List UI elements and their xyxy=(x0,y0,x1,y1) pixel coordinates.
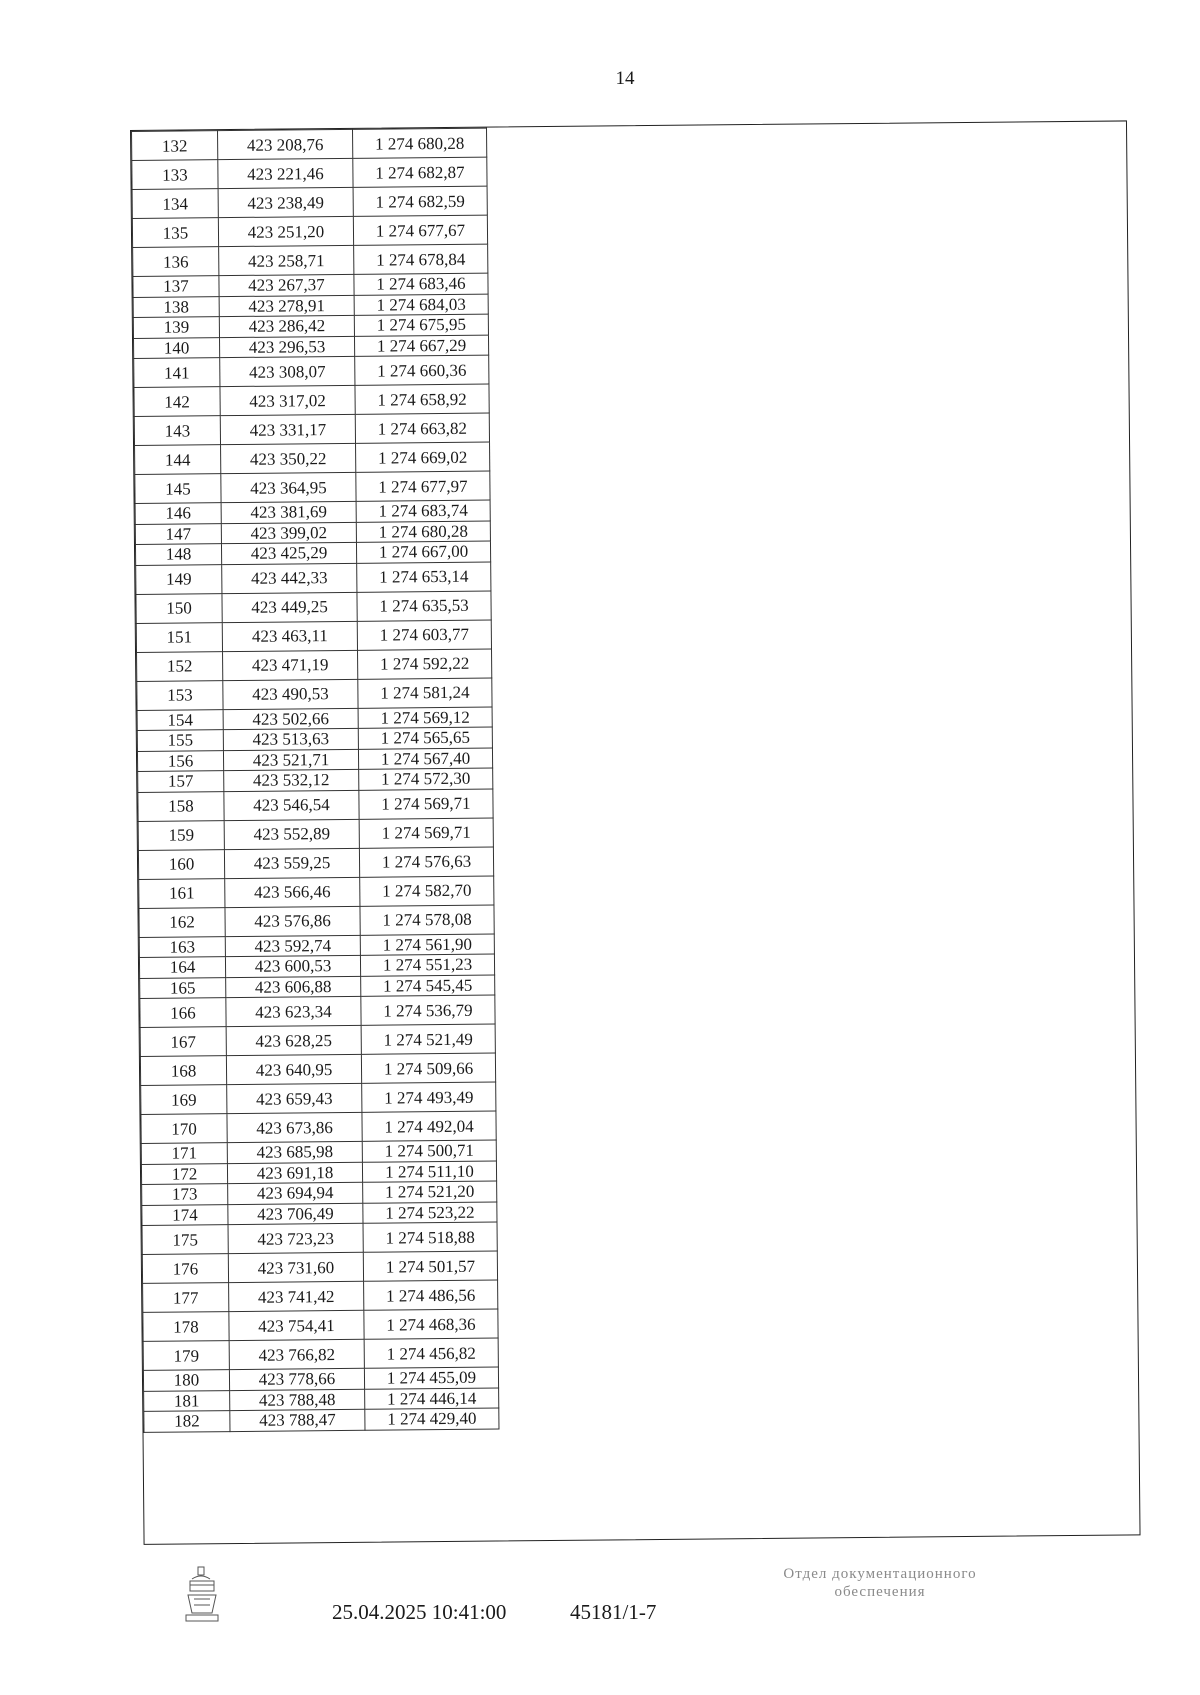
table-row xyxy=(136,620,491,652)
y-coordinate-cell: 1 274 561,90 xyxy=(360,934,494,956)
y-coordinate-cell: 1 274 683,46 xyxy=(354,273,488,295)
y-coordinate-cell: 1 274 509,66 xyxy=(361,1053,495,1083)
x-coordinate-cell: 423 623,34 xyxy=(226,996,361,1026)
point-number-cell: 149 xyxy=(136,564,222,594)
point-number-cell: 140 xyxy=(133,337,219,358)
coordinates-table xyxy=(131,128,499,1433)
y-coordinate-cell: 1 274 581,24 xyxy=(358,678,492,708)
y-coordinate-cell: 1 274 500,71 xyxy=(362,1140,496,1162)
y-coordinate-cell: 1 274 684,03 xyxy=(354,294,488,316)
point-number-cell: 143 xyxy=(134,416,220,446)
y-coordinate-cell: 1 274 545,45 xyxy=(361,975,495,997)
y-coordinate-cell: 1 274 660,36 xyxy=(355,355,489,385)
emblem-icon xyxy=(182,1565,222,1625)
table-row xyxy=(139,876,494,908)
y-coordinate-cell: 1 274 518,88 xyxy=(363,1222,497,1252)
point-number-cell: 166 xyxy=(140,998,226,1028)
table-row xyxy=(132,215,487,247)
x-coordinate-cell: 423 694,94 xyxy=(228,1182,363,1204)
x-coordinate-cell: 423 471,19 xyxy=(223,650,358,680)
table-row xyxy=(143,1338,498,1370)
x-coordinate-cell: 423 673,86 xyxy=(227,1112,362,1142)
x-coordinate-cell: 423 723,23 xyxy=(228,1223,363,1253)
x-coordinate-cell: 423 706,49 xyxy=(228,1203,363,1225)
point-number-cell: 173 xyxy=(142,1184,228,1205)
x-coordinate-cell: 423 513,63 xyxy=(223,728,358,750)
y-coordinate-cell: 1 274 521,49 xyxy=(361,1024,495,1054)
x-coordinate-cell: 423 267,37 xyxy=(219,274,354,296)
table-row xyxy=(140,995,495,1027)
y-coordinate-cell: 1 274 576,63 xyxy=(359,847,493,877)
x-coordinate-cell: 423 364,95 xyxy=(221,472,356,502)
x-coordinate-cell: 423 640,95 xyxy=(226,1054,361,1084)
point-number-cell: 153 xyxy=(137,680,223,710)
x-coordinate-cell: 423 559,25 xyxy=(224,848,359,878)
x-coordinate-cell: 423 350,22 xyxy=(221,443,356,473)
point-number-cell: 137 xyxy=(133,276,219,297)
table-row xyxy=(140,1024,495,1056)
y-coordinate-cell: 1 274 523,22 xyxy=(363,1202,497,1224)
table-row xyxy=(132,186,487,218)
x-coordinate-cell: 423 331,17 xyxy=(220,414,355,444)
x-coordinate-cell: 423 308,07 xyxy=(220,356,355,386)
x-coordinate-cell: 423 741,42 xyxy=(229,1281,364,1311)
x-coordinate-cell: 423 208,76 xyxy=(218,129,353,159)
point-number-cell: 169 xyxy=(141,1085,227,1115)
y-coordinate-cell: 1 274 536,79 xyxy=(361,995,495,1025)
y-coordinate-cell: 1 274 683,74 xyxy=(356,500,490,522)
table-row xyxy=(138,789,493,821)
point-number-cell: 156 xyxy=(137,750,223,771)
table-row xyxy=(135,471,490,503)
point-number-cell: 154 xyxy=(137,709,223,730)
table-row xyxy=(137,649,492,681)
table-row xyxy=(141,1111,496,1143)
y-coordinate-cell: 1 274 675,95 xyxy=(354,314,488,336)
x-coordinate-cell: 423 566,46 xyxy=(225,877,360,907)
x-coordinate-cell: 423 766,82 xyxy=(229,1339,364,1369)
y-coordinate-cell: 1 274 677,97 xyxy=(356,471,490,501)
table-row xyxy=(137,678,492,710)
x-coordinate-cell: 423 685,98 xyxy=(227,1141,362,1163)
y-coordinate-cell: 1 274 569,12 xyxy=(358,707,492,729)
footer-datetime: 25.04.2025 10:41:00 xyxy=(332,1600,507,1624)
y-coordinate-cell: 1 274 658,92 xyxy=(355,384,489,414)
y-coordinate-cell: 1 274 603,77 xyxy=(357,620,491,650)
content-frame xyxy=(130,120,1141,1545)
point-number-cell: 177 xyxy=(143,1283,229,1313)
x-coordinate-cell: 423 238,49 xyxy=(218,187,353,217)
point-number-cell: 150 xyxy=(136,593,222,623)
table-row xyxy=(138,847,493,879)
footer-document-number: 45181/1-7 xyxy=(570,1600,657,1624)
point-number-cell: 134 xyxy=(132,189,218,219)
point-number-cell: 171 xyxy=(141,1143,227,1164)
y-coordinate-cell: 1 274 680,28 xyxy=(356,521,490,543)
point-number-cell: 132 xyxy=(132,131,218,161)
y-coordinate-cell: 1 274 678,84 xyxy=(354,244,488,274)
x-coordinate-cell: 423 278,91 xyxy=(219,295,354,317)
page-number: 14 xyxy=(615,68,635,89)
x-coordinate-cell: 423 691,18 xyxy=(227,1162,362,1184)
point-number-cell: 168 xyxy=(140,1056,226,1086)
y-coordinate-cell: 1 274 572,30 xyxy=(359,768,493,790)
point-number-cell: 160 xyxy=(138,849,224,879)
coordinates-table-body xyxy=(132,128,499,1432)
y-coordinate-cell: 1 274 493,49 xyxy=(362,1082,496,1112)
y-coordinate-cell: 1 274 663,82 xyxy=(355,413,489,443)
point-number-cell: 159 xyxy=(138,820,224,850)
y-coordinate-cell: 1 274 569,71 xyxy=(359,789,493,819)
table-row xyxy=(144,1408,499,1432)
table-row xyxy=(132,128,487,160)
x-coordinate-cell: 423 754,41 xyxy=(229,1310,364,1340)
table-row xyxy=(142,1222,497,1254)
y-coordinate-cell: 1 274 567,40 xyxy=(358,748,492,770)
x-coordinate-cell: 423 788,47 xyxy=(230,1409,365,1431)
x-coordinate-cell: 423 552,89 xyxy=(224,819,359,849)
point-number-cell: 157 xyxy=(138,771,224,792)
x-coordinate-cell: 423 628,25 xyxy=(226,1025,361,1055)
point-number-cell: 174 xyxy=(142,1204,228,1225)
x-coordinate-cell: 423 286,42 xyxy=(219,315,354,337)
y-coordinate-cell: 1 274 667,29 xyxy=(354,335,488,357)
table-row xyxy=(143,1309,498,1341)
x-coordinate-cell: 423 521,71 xyxy=(223,749,358,771)
point-number-cell: 155 xyxy=(137,730,223,751)
stamp-line-2: обеспечения xyxy=(834,1584,926,1600)
x-coordinate-cell: 423 251,20 xyxy=(218,216,353,246)
y-coordinate-cell: 1 274 468,36 xyxy=(364,1309,498,1339)
x-coordinate-cell: 423 576,86 xyxy=(225,906,360,936)
x-coordinate-cell: 423 659,43 xyxy=(227,1083,362,1113)
point-number-cell: 145 xyxy=(135,474,221,504)
table-row xyxy=(135,442,490,474)
point-number-cell: 136 xyxy=(133,247,219,277)
point-number-cell: 176 xyxy=(142,1254,228,1284)
point-number-cell: 146 xyxy=(135,503,221,524)
x-coordinate-cell: 423 546,54 xyxy=(224,790,359,820)
point-number-cell: 180 xyxy=(143,1370,229,1391)
y-coordinate-cell: 1 274 667,00 xyxy=(356,541,490,563)
point-number-cell: 144 xyxy=(135,445,221,475)
point-number-cell: 141 xyxy=(134,358,220,388)
y-coordinate-cell: 1 274 456,82 xyxy=(364,1338,498,1368)
x-coordinate-cell: 423 317,02 xyxy=(220,385,355,415)
x-coordinate-cell: 423 399,02 xyxy=(221,522,356,544)
y-coordinate-cell: 1 274 653,14 xyxy=(357,562,491,592)
table-row xyxy=(134,355,489,387)
point-number-cell: 152 xyxy=(137,651,223,681)
table-row xyxy=(140,1053,495,1085)
table-row xyxy=(142,1251,497,1283)
table-row xyxy=(138,818,493,850)
x-coordinate-cell: 423 532,12 xyxy=(224,769,359,791)
x-coordinate-cell: 423 778,66 xyxy=(229,1368,364,1390)
point-number-cell: 172 xyxy=(141,1163,227,1184)
x-coordinate-cell: 423 502,66 xyxy=(223,708,358,730)
y-coordinate-cell: 1 274 455,09 xyxy=(364,1367,498,1389)
x-coordinate-cell: 423 442,33 xyxy=(222,563,357,593)
y-coordinate-cell: 1 274 582,70 xyxy=(360,876,494,906)
y-coordinate-cell: 1 274 669,02 xyxy=(356,442,490,472)
point-number-cell: 139 xyxy=(133,317,219,338)
point-number-cell: 133 xyxy=(132,160,218,190)
point-number-cell: 164 xyxy=(139,957,225,978)
x-coordinate-cell: 423 606,88 xyxy=(226,976,361,998)
x-coordinate-cell: 423 296,53 xyxy=(219,336,354,358)
y-coordinate-cell: 1 274 551,23 xyxy=(360,954,494,976)
point-number-cell: 175 xyxy=(142,1225,228,1255)
department-stamp xyxy=(720,1565,1040,1601)
y-coordinate-cell: 1 274 677,67 xyxy=(353,215,487,245)
x-coordinate-cell: 423 490,53 xyxy=(223,679,358,709)
y-coordinate-cell: 1 274 492,04 xyxy=(362,1111,496,1141)
point-number-cell: 178 xyxy=(143,1312,229,1342)
point-number-cell: 158 xyxy=(138,791,224,821)
point-number-cell: 165 xyxy=(140,977,226,998)
y-coordinate-cell: 1 274 578,08 xyxy=(360,905,494,935)
y-coordinate-cell: 1 274 635,53 xyxy=(357,591,491,621)
x-coordinate-cell: 423 449,25 xyxy=(222,592,357,622)
x-coordinate-cell: 423 600,53 xyxy=(225,955,360,977)
point-number-cell: 148 xyxy=(135,544,221,565)
x-coordinate-cell: 423 463,11 xyxy=(222,621,357,651)
x-coordinate-cell: 423 221,46 xyxy=(218,158,353,188)
point-number-cell: 179 xyxy=(143,1341,229,1371)
point-number-cell: 163 xyxy=(139,936,225,957)
point-number-cell: 147 xyxy=(135,523,221,544)
x-coordinate-cell: 423 381,69 xyxy=(221,501,356,523)
point-number-cell: 162 xyxy=(139,907,225,937)
stamp-line-1: Отдел документационного xyxy=(783,1566,977,1582)
x-coordinate-cell: 423 425,29 xyxy=(221,542,356,564)
y-coordinate-cell: 1 274 429,40 xyxy=(365,1408,499,1430)
point-number-cell: 142 xyxy=(134,387,220,417)
table-row xyxy=(136,562,491,594)
table-row xyxy=(134,384,489,416)
point-number-cell: 182 xyxy=(144,1411,230,1432)
y-coordinate-cell: 1 274 682,87 xyxy=(353,157,487,187)
y-coordinate-cell: 1 274 592,22 xyxy=(358,649,492,679)
point-number-cell: 135 xyxy=(132,218,218,248)
point-number-cell: 138 xyxy=(133,296,219,317)
table-row xyxy=(133,244,488,276)
point-number-cell: 151 xyxy=(136,622,222,652)
x-coordinate-cell: 423 731,60 xyxy=(228,1252,363,1282)
point-number-cell: 181 xyxy=(144,1390,230,1411)
y-coordinate-cell: 1 274 511,10 xyxy=(362,1161,496,1183)
table-row xyxy=(134,413,489,445)
x-coordinate-cell: 423 788,48 xyxy=(230,1389,365,1411)
x-coordinate-cell: 423 592,74 xyxy=(225,935,360,957)
table-row xyxy=(139,905,494,937)
y-coordinate-cell: 1 274 446,14 xyxy=(365,1388,499,1410)
y-coordinate-cell: 1 274 521,20 xyxy=(363,1181,497,1203)
y-coordinate-cell: 1 274 682,59 xyxy=(353,186,487,216)
table-row xyxy=(141,1082,496,1114)
y-coordinate-cell: 1 274 501,57 xyxy=(363,1251,497,1281)
x-coordinate-cell: 423 258,71 xyxy=(219,245,354,275)
y-coordinate-cell: 1 274 680,28 xyxy=(353,128,487,158)
point-number-cell: 167 xyxy=(140,1027,226,1057)
table-row xyxy=(143,1280,498,1312)
point-number-cell: 161 xyxy=(139,878,225,908)
y-coordinate-cell: 1 274 565,65 xyxy=(358,727,492,749)
y-coordinate-cell: 1 274 569,71 xyxy=(359,818,493,848)
page-footer xyxy=(0,1565,1200,1645)
table-row xyxy=(132,157,487,189)
table-row xyxy=(136,591,491,623)
y-coordinate-cell: 1 274 486,56 xyxy=(364,1280,498,1310)
point-number-cell: 170 xyxy=(141,1114,227,1144)
